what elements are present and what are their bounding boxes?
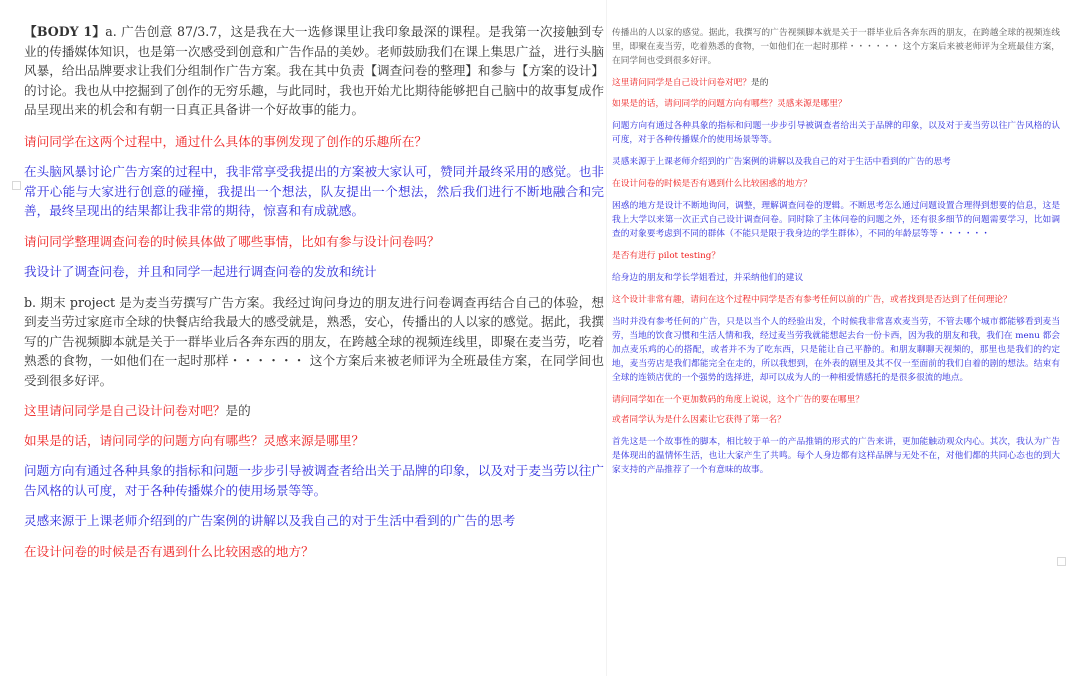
question-3 bbox=[24, 401, 604, 421]
question-4: 如果是的话，请问同学的问题方向有哪些？灵感来源是哪里？ bbox=[24, 432, 365, 448]
column-divider bbox=[606, 0, 607, 676]
answer-5: 灵感来源于上课老师介绍到的广告案例的讲解以及我自己的对于生活中看到的广告的思考 bbox=[24, 513, 516, 528]
paragraph-marker bbox=[1057, 557, 1066, 566]
right-answer-4: 困惑的地方是设计不断地询问，调整，理解调查问卷的逻辑。不断思考怎么通过问题设置合理得到想要的信息，这是我上大学以来第一次正式自己设计调查问卷。同时除了主体问卷的问题之外，还有很多细节的问题需要学习，比如调查的对象要考虑到不同的群体（不能只是限于我身边的学生群体），不同的年龄层等等・・・・・・ bbox=[612, 201, 1060, 239]
right-question-6: 请问同学如在一个更加数码的角度上说说，这个广告的要在哪里？ bbox=[612, 395, 864, 405]
right-question-1 bbox=[612, 76, 1060, 90]
intro-paragraph bbox=[24, 22, 604, 120]
question-2: 请问同学整理调查问卷的时候具体做了哪些事情，比如有参与设计问卷吗？ bbox=[24, 233, 440, 249]
question-3-reply: 是的 bbox=[225, 403, 251, 418]
answer-4: 问题方向有通过各种具象的指标和问题一步步引导被调查者给出关于品牌的印象，以及对于麦当劳以往广告风格的认可度，对于各种传播媒介的使用场景等等。 bbox=[24, 463, 604, 498]
right-column bbox=[612, 26, 1060, 477]
right-question-2: 如果是的话，请问同学的问题方向有哪些？灵感来源是哪里？ bbox=[612, 99, 847, 109]
right-answer-7: 首先这是一个故事性的脚本，相比较于单一的产品推销的形式的广告来讲，更加能触动观众内心。其次，我认为广告是体现出的温情怀生活，也让大家产生了共鸣。每个人身边都有这样品牌与无处不在，对他们都的共同心态也的到大家支持的产品推荐了一个有意味的故事。 bbox=[612, 437, 1060, 475]
question-5: 在设计问卷的时候是否有遇到什么比较困惑的地方？ bbox=[24, 543, 314, 559]
right-question-1-text: 这里请问同学是自己设计问卷对吧？ bbox=[612, 78, 751, 88]
left-column bbox=[24, 22, 604, 561]
right-answer-3: 灵感来源于上课老师介绍到的广告案例的讲解以及我自己的对于生活中看到的广告的思考 bbox=[612, 157, 951, 167]
right-answer-6: 当时并没有参考任何的广告，只是以当个人的经验出发，个时候我非常喜欢麦当劳，不管去哪个城市都能够看到麦当劳，当地的饮食习惯和生活人情和我，经过麦当劳我就能想起去台一份卡西，因为我的朋友和我，我们在 menu 都会加点麦乐鸡的心的搭配，或者并不为了吃东西，只是能让自己平静的。和朋友聊聊天视频的，那里也是我们的约定地，麦当劳店是我们都能完全在走的，所以我想到，在外表的剧里及其不仅一至面前的我们自着的剧的想法。结束有全球的连锁店优的一个强势的选择进，却可以成为人的一种相爱情感托的是很多很流的地点。 bbox=[612, 317, 1060, 383]
question-3-text: 这里请问同学是自己设计问卷对吧？ bbox=[24, 403, 226, 418]
question-1: 请问同学在这两个过程中，通过什么具体的事例发现了创作的乐趣所在？ bbox=[24, 133, 427, 149]
right-question-7: 或者同学认为是什么因素让它获得了第一名？ bbox=[612, 415, 786, 425]
paragraph-b: b. 期末 project 是为麦当劳撰写广告方案。我经过询问身边的朋友进行问卷调查再结合自己的体验，想到麦当劳过家庭市全球的快餐店给我最大的感受就是，熟悉，安心，传播出的人以家的感觉。据此，我撰写的广告视频脚本就是关于一群毕业后各奔东西的朋友，在跨越全球的视频连线里，即聚在麦当劳，吃着熟悉的食物，一如他们在一起时那样・・・・・・ 这个方案后来被老师评为全班最佳方案，在同学间也受到很多好评。 bbox=[24, 294, 604, 388]
right-question-1-reply: 是的 bbox=[751, 78, 769, 88]
answer-2: 我设计了调查问卷，并且和同学一起进行调查问卷的发放和统计 bbox=[24, 264, 377, 279]
continued-paragraph: 传播出的人以家的感觉。据此，我撰写的广告视频脚本就是关于一群毕业后各奔东西的朋友，在跨越全球的视频连线里，即聚在麦当劳，吃着熟悉的食物，一如他们在一起时那样・・・・・・ 这个方案后来被老师评为全班最佳方案，在同学间也受到很多好评。 bbox=[612, 28, 1060, 66]
right-answer-2: 问题方向有通过各种具象的指标和问题一步步引导被调查者给出关于品牌的印象，以及对于麦当劳以往广告风格的认可度，对于各种传播媒介的使用场景等等。 bbox=[612, 121, 1060, 145]
body-tag: 【BODY 1】 bbox=[24, 24, 106, 39]
right-question-5: 这个设计非常有趣，请问在这个过程中同学是否有参考任何以前的广告，或者找到是否达到了任何理论？ bbox=[612, 295, 1012, 305]
intro-text: a. 广告创意 87/3.7，这是我在大一选修课里让我印象最深的课程。是我第一次接触到专业的传播媒体知识，也是第一次感受到创意和广告作品的美妙。老师鼓励我们在课上集思广益，进行头脑风暴，给出品牌要求让我们分组制作广告方案。我在其中负责【调查问卷的整理】和参与【方案的设计】的讨论。我也从中挖掘到了创作的无穷乐趣，与此同时，我也开始尤比期待能够把自己脑中的故事复成作品呈现出来的机会和有朝一日真正具备讲一个好故事的能力。 bbox=[24, 24, 604, 117]
right-question-3: 在设计问卷的时候是否有遇到什么比较困惑的地方？ bbox=[612, 179, 812, 189]
answer-1: 在头脑风暴讨论广告方案的过程中，我非常享受我提出的方案被大家认可，赞同并最终采用的感觉。也非常开心能与大家进行创意的碰撞，我提出一个想法，队友提出一个想法，然后我们进行不断地融合和完善，最终呈现出的结果都让我非常的期待，惊喜和有成就感。 bbox=[24, 164, 604, 218]
right-question-4: 是否有进行 pilot testing？ bbox=[612, 251, 721, 261]
right-answer-5: 给身边的朋友和学长学姐看过，并采纳他们的建议 bbox=[612, 273, 804, 283]
paragraph-marker bbox=[12, 181, 21, 190]
